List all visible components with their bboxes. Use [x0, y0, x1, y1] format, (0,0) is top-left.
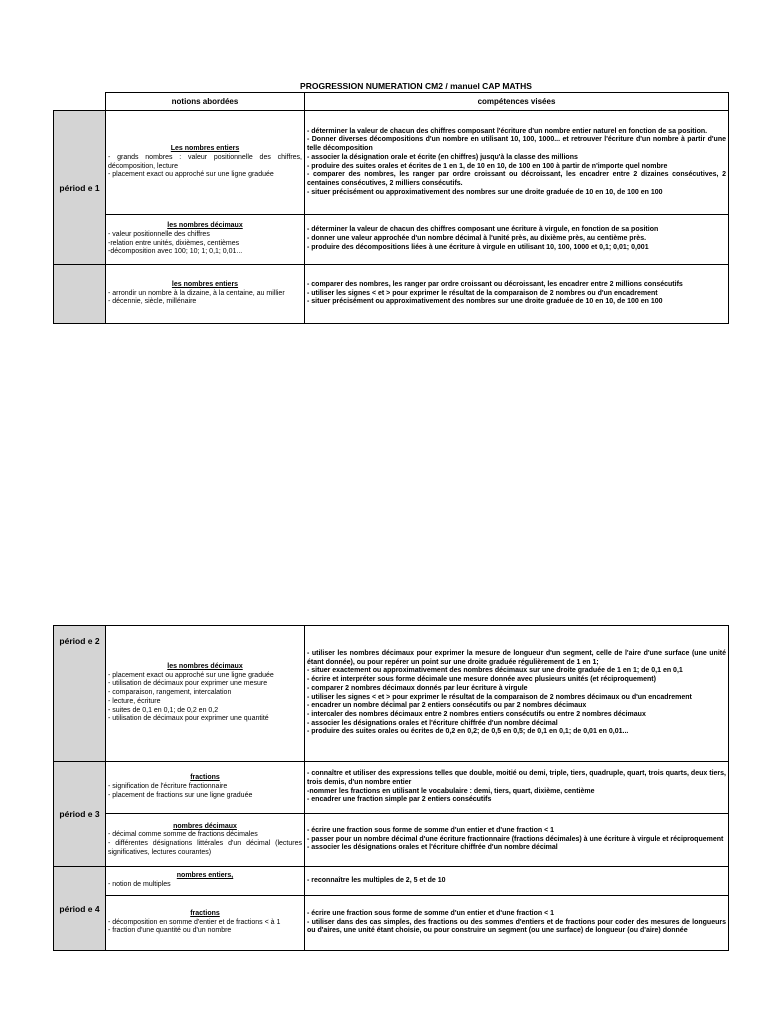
progression-table-part2 — [53, 625, 729, 951]
competence-line: - comparer 2 nombres décimaux donnés par leur écriture à virgule — [307, 684, 528, 692]
competences-cell — [305, 814, 729, 867]
notion-line: - placement exact ou approché sur une ligne graduée — [108, 671, 274, 679]
notion-title: les nombres entiers — [171, 280, 239, 288]
notion-line: - suites de 0,1 en 0,1; de 0,2 en 0,2 — [108, 706, 219, 714]
notion-cell — [106, 626, 305, 762]
competences-cell — [305, 265, 729, 324]
notion-title: les nombres décimaux — [167, 222, 243, 230]
competence-line: - donner une valeur approchée d'un nombre décimal à l'unité près, au dixième près, au centième près. — [307, 235, 647, 243]
notion-line: -décomposition avec 100; 10; 1; 0,1; 0,01... — [108, 248, 243, 256]
competences-cell — [305, 626, 729, 762]
notion-title: fractions — [190, 774, 220, 782]
competence-line: - encadrer un nombre décimal par 2 entiers consécutifs ou par 2 nombres décimaux — [307, 702, 587, 710]
notion-cell — [106, 111, 305, 215]
competences-cell — [305, 215, 729, 265]
notion-title: nombres décimaux — [173, 822, 237, 830]
notion-line: - notion de multiples — [108, 881, 171, 888]
competence-line: - associer les désignations orales et l'écriture chiffrée d'un nombre décimal — [307, 844, 558, 852]
notion-title: nombres entiers, — [176, 872, 234, 880]
notion-line: -relation entre unités, dixièmes, centièmes — [108, 239, 240, 247]
competence-line: - situer précisément ou approximativement des nombres sur une droite graduée de 10 en 10, de 100 en 100 — [307, 298, 663, 306]
notion-line: - signification de l'écriture fractionnaire — [108, 783, 228, 791]
period-1-continued — [54, 265, 106, 324]
notion-cell — [106, 867, 305, 896]
notion-cell — [106, 762, 305, 814]
header-blank-cell — [54, 93, 106, 111]
competence-line: - Donner diverses décompositions d'un nombre en utilisant 10, 100, 1000... et retrouver l'écriture d'un nombre à partir d'une telle décomposition — [307, 136, 726, 153]
notion-line: - décimal comme somme de fractions décimales — [108, 831, 258, 839]
competence-line: - encadrer une fraction simple par 2 entiers consécutifs — [307, 796, 492, 804]
competence-line: - déterminer la valeur de chacun des chiffres composant une écriture à virgule, en fonction de sa position — [307, 226, 659, 234]
period-2-label: périod e 2 — [54, 626, 106, 762]
notion-title: fractions — [190, 909, 220, 917]
competence-line: - écrire une fraction sous forme de somme d'un entier et d'une fraction < 1 — [307, 826, 555, 834]
notion-line: - décennie, siècle, millénaire — [108, 298, 197, 306]
period-3-label: périod e 3 — [54, 762, 106, 867]
competence-line: - reconnaître les multiples de 2, 5 et de 10 — [307, 876, 446, 884]
competence-line: - associer les désignations orales et l'écriture chiffrée d'un nombre décimal — [307, 719, 558, 727]
notion-line: - décomposition en somme d'entier et de fractions < à 1 — [108, 918, 281, 926]
notion-line: - placement exact ou approché sur une ligne graduée — [108, 171, 274, 179]
competence-line: - écrire une fraction sous forme de somme d'un entier et d'une fraction < 1 — [307, 909, 555, 917]
competence-line: - produire des décompositions liées à une écriture à virgule en utilisant 10, 100, 1000 et 0,1; 0,01; 0,001 — [307, 243, 649, 251]
competence-line: - comparer des nombres, les ranger par ordre croissant ou décroissant, les encadrer entre 2 dizaines consécutives, 2 centaines consécutives, 2 milliers consécutifs. — [307, 171, 726, 187]
notion-line: - arrondir un nombre à la dizaine, à la centaine, au millier — [108, 289, 285, 297]
competence-line: - utiliser les signes < et > pour exprimer le résultat de la comparaison de 2 nombres décimaux ou d'un encadrement — [307, 693, 692, 701]
notion-line: - utilisation de décimaux pour exprimer une mesure — [108, 680, 268, 688]
competence-line: - utiliser dans des cas simples, des fractions ou des sommes d'entiers et de fractions pour coder des mesures de longueurs ou d'aires, une unité étant choisie, ou pour construire un segment (ou une surface) de longueur (ou d'aire) donnée — [307, 918, 726, 935]
competence-line: - écrire et interpréter sous forme décimale une mesure donnée avec plusieurs unités (et réciproquement) — [307, 676, 656, 684]
notion-line: - différentes désignations littérales d'un décimal (lectures significatives, lectures courantes) — [108, 840, 302, 856]
notion-title: les nombres décimaux — [167, 663, 243, 671]
competences-cell — [305, 111, 729, 215]
competence-line: - utiliser les nombres décimaux pour exprimer la mesure de longueur d'un segment, celle de l'aire d'une surface (une unité étant donnée), ou pour repérer un point sur une droite graduée régulièrement de 1 en 1; — [307, 649, 726, 666]
notion-cell — [106, 814, 305, 867]
notion-cell — [106, 265, 305, 324]
notion-line: - valeur positionnelle des chiffres — [108, 230, 210, 238]
competences-cell — [305, 867, 729, 896]
header-notions: notions abordées — [106, 93, 305, 111]
competence-line: - déterminer la valeur de chacun des chiffres composant l'écriture d'un nombre entier naturel en fonction de sa position. — [307, 127, 708, 135]
competence-line: - comparer des nombres, les ranger par ordre croissant ou décroissant, les encadrer entre 2 millions consécutifs — [307, 280, 683, 288]
progression-table-part1 — [53, 92, 729, 324]
competence-line: - associer la désignation orale et écrite (en chiffres) jusqu'à la classe des millions — [307, 153, 578, 161]
competence-line: - utiliser les signes < et > pour exprimer le résultat de la comparaison de 2 nombres ou d'un encadrement — [307, 289, 658, 297]
competence-line: - connaître et utiliser des expressions telles que double, moitié ou demi, triple, tiers, quadruple, quart, trois quarts, deux tiers, trois demis, d'un nombre entier — [307, 770, 726, 786]
competence-line: - passer pour un nombre décimal d'une écriture fractionnaire (fractions décimales) à une écriture à virgule et réciproquement — [307, 835, 724, 843]
notion-line: - grands nombres : valeur positionnelle des chiffres, décomposition, lecture — [108, 153, 302, 170]
notion-title: Les nombres entiers — [170, 145, 240, 153]
period-4-label: périod e 4 — [54, 867, 106, 951]
competences-cell — [305, 896, 729, 951]
notion-line: - utilisation de décimaux pour exprimer une quantité — [108, 715, 269, 723]
competences-cell — [305, 762, 729, 814]
notion-line: - comparaison, rangement, intercalation — [108, 689, 232, 697]
notion-cell — [106, 896, 305, 951]
document-title: PROGRESSION NUMERATION CM2 / manuel CAP MATHS — [300, 81, 532, 91]
notion-line: - placement de fractions sur une ligne graduée — [108, 791, 253, 799]
period-1-label: périod e 1 — [54, 111, 106, 265]
header-competences: compétences visées — [305, 93, 729, 111]
competence-line: - situer précisément ou approximativement des nombres sur une droite graduée de 10 en 10, de 100 en 100 — [307, 188, 663, 196]
notion-line: - fraction d'une quantité ou d'un nombre — [108, 927, 232, 935]
competence-line: - situer exactement ou approximativement des nombres décimaux sur une droite graduée de 1 en 1; de 0,1 en 0,1 — [307, 667, 683, 675]
competence-line: - intercaler des nombres décimaux entre 2 nombres entiers consécutifs ou entre 2 nombres décimaux — [307, 710, 646, 718]
competence-line: -nommer les fractions en utilisant le vocabulaire : demi, tiers, quart, dixième, centième — [307, 787, 595, 795]
competence-line: - produire des suites orales et écrites de 1 en 1, de 10 en 10, de 100 en 100 à partir de n'importe quel nombre — [307, 162, 668, 170]
notion-line: - lecture, écriture — [108, 697, 161, 705]
competence-line: - produire des suites orales ou écrites de 0,2 en 0,2; de 0,5 en 0,5; de 0,1 en 0,1; de 0,01 en 0,01... — [307, 728, 629, 736]
notion-cell — [106, 215, 305, 265]
